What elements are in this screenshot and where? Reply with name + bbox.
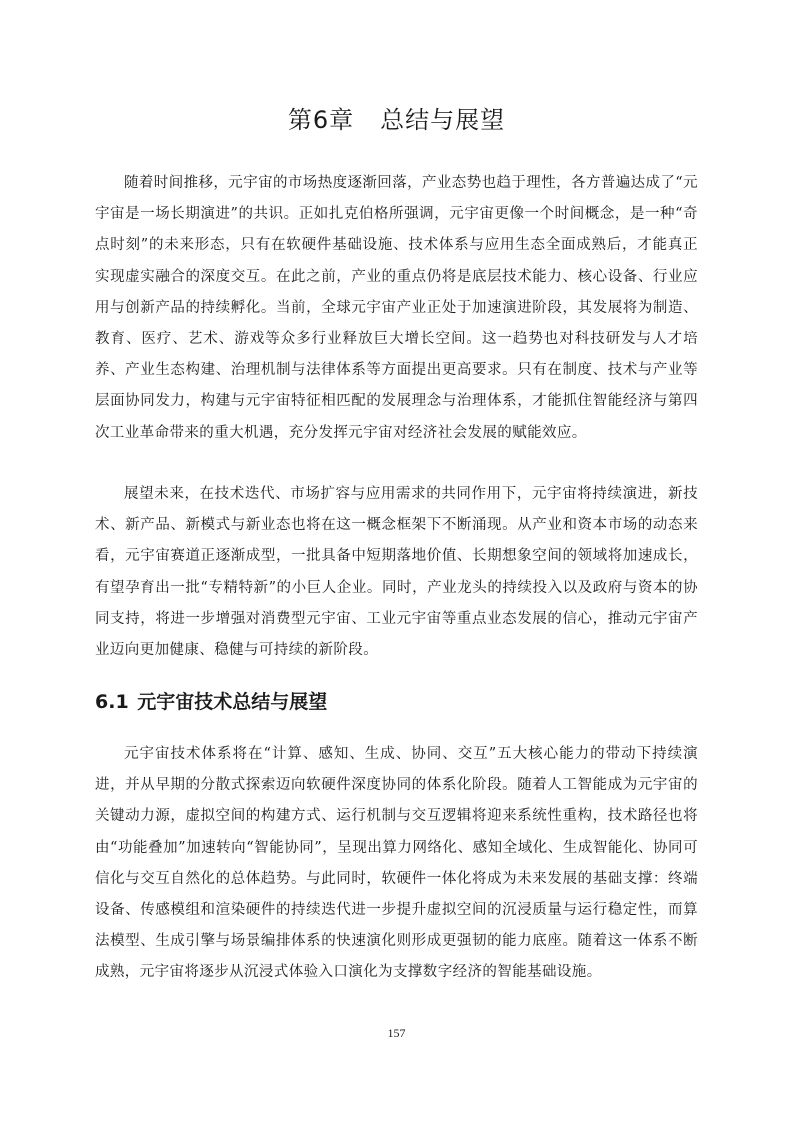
section-heading — [95, 686, 327, 718]
section-paragraph: 元宇宙技术体系将在“计算、感知、生成、协同、交互”五大核心能力的带动下持续演进，并从早期的分散式探索迈向软硬件深度协同的体系化阶段。随着人工智能成为元宇宙的关键动力源，虚拟空间的构建方式、运行机制与交互逻辑将迎来系统性重构，技术路径也将由“功能叠加”加速转向“智能协同”，呈现出算力网络化、感知全域化、生成智能化、协同可信化与交互自然化的总体趋势。与此同时，软硬件一体化将成为未来发展的基础支撑：终端设备、传感模组和渲染硬件的持续迭代进一步提升虚拟空间的沉浸质量与运行稳定性，而算法模型、生成引擎与场景编排体系的快速演化则形成更强韧的能力底座。随着这一体系不断成熟，元宇宙将逐步从沉浸式体验入口演化为支撑数字经济的智能基础设施。 — [95, 746, 698, 981]
section-title: 元宇宙技术总结与展望 — [137, 691, 328, 713]
section-number: 6.1 — [95, 691, 129, 713]
body-paragraph: 随着时间推移，元宇宙的市场热度逐渐回落，产业态势也趋于理性，各方普遍达成了“元宇宙是一场长期演进”的共识。正如扎克伯格所强调，元宇宙更像一个时间概念，是一种“奇点时刻”的未来形态，只有在软硬件基础设施、技术体系与应用生态全面成熟后，才能真正实现虚实融合的深度交互。在此之前，产业的重点仍将是底层技术能力、核心设备、行业应用与创新产品的持续孵化。当前，全球元宇宙产业正处于加速演进阶段，其发展将为制造、教育、医疗、艺术、游戏等众多行业释放巨大增长空间。这一趋势也对科技研发与人才培养、产业生态构建、治理机制与法律体系等方面提出更高要求。只有在制度、技术与产业等层面协同发力，构建与元宇宙特征相匹配的发展理念与治理体系，才能抓住智能经济与第四次工业革命带来的重大机遇，充分发挥元宇宙对经济社会发展的赋能效应。 — [95, 175, 699, 441]
chapter-number: 第6章 — [287, 106, 355, 134]
page-number: 157 — [387, 1026, 406, 1040]
body-paragraph: 展望未来，在技术迭代、市场扩容与应用需求的共同作用下，元宇宙将持续演进，新技术、新产品、新模式与新业态也将在这一概念框架下不断涌现。从产业和资本市场的动态来看，元宇宙赛道正逐渐成型，一批具备中短期落地价值、长期想象空间的领域将加速成长，有望孕育出一批“专精特新”的小巨人企业。同时，产业龙头的持续投入以及政府与资本的协同支持，将进一步增强对消费型元宇宙、工业元宇宙等重点业态发展的信心，推动元宇宙产业迈向更加健康、稳健与可持续的新阶段。 — [95, 486, 698, 659]
chapter-title-text: 总结与展望 — [380, 106, 506, 134]
chapter-title — [0, 102, 793, 138]
